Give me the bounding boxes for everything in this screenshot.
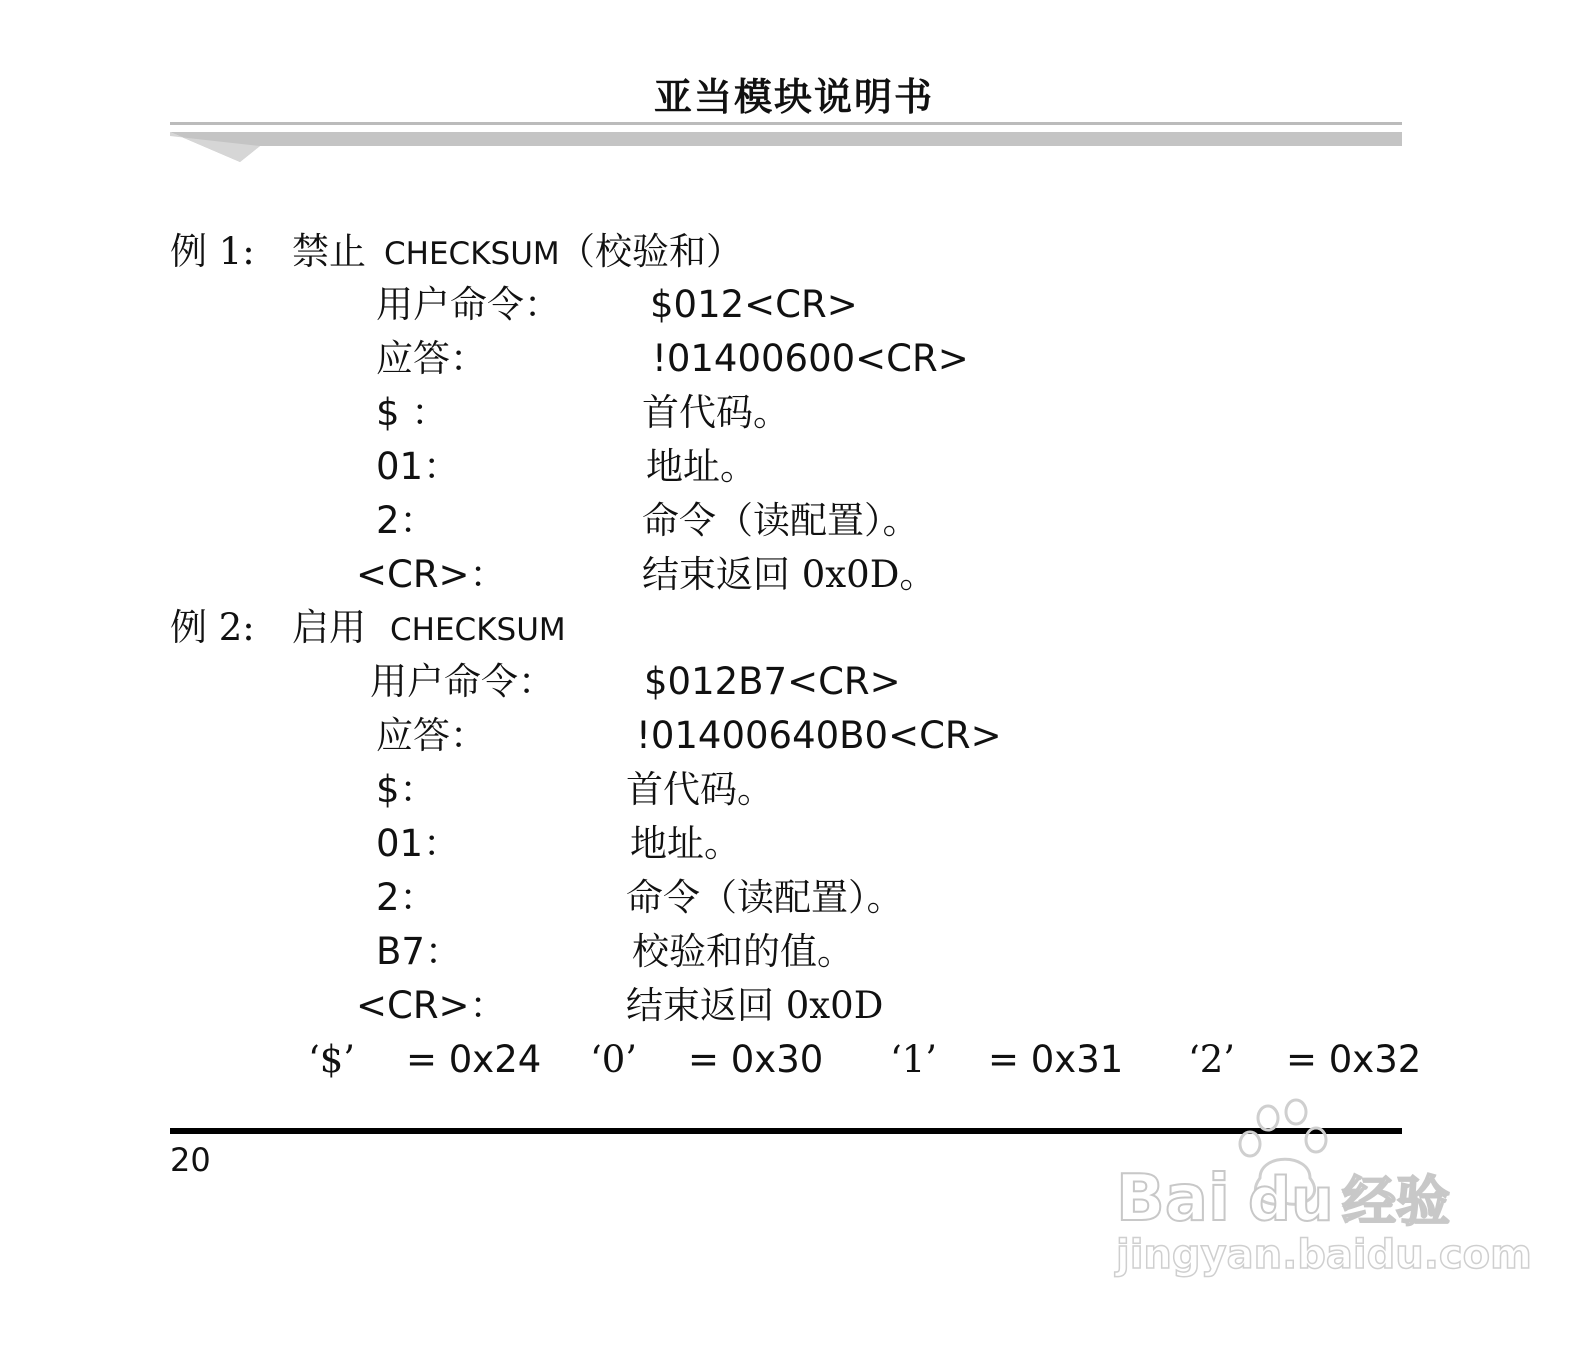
ascii-char-two: ‘2’ [1188, 1038, 1236, 1081]
example-2-key-command: 用户命令： [370, 660, 555, 703]
example-2-val-address: 地址。 [630, 822, 741, 865]
ascii-value-two: = 0x32 [1286, 1038, 1422, 1081]
example-1-label: 例 1: [170, 230, 255, 273]
page-number: 20 [170, 1141, 211, 1179]
example-2-key-cr: <CR>： [356, 984, 507, 1027]
example-1-key-address: 01： [376, 445, 461, 488]
example-2-val-command: $012B7<CR> [644, 660, 901, 703]
example-1-key-cr: <CR>： [356, 553, 507, 596]
baidu-watermark-logo [1110, 1108, 1532, 1288]
example-2-title-cn: 启用 [292, 606, 366, 649]
example-1-title-note: （校验和） [558, 230, 743, 273]
page-title: 亚当模块说明书 [653, 75, 934, 119]
example-2-val-checksum: 校验和的值。 [632, 930, 854, 973]
example-2-key-response: 应答： [376, 714, 487, 757]
ascii-value-one: = 0x31 [988, 1038, 1124, 1081]
svg-text:jingyan.baidu.com: jingyan.baidu.com [1116, 1232, 1532, 1278]
ascii-value-dollar: = 0x24 [406, 1038, 542, 1081]
ascii-char-one: ‘1’ [890, 1038, 938, 1081]
example-2-val-response: !01400640B0<CR> [636, 714, 1002, 757]
ascii-char-dollar: ‘$’ [308, 1038, 356, 1081]
example-1-key-response: 应答： [376, 337, 487, 380]
example-2-val-cmd2: 命令（读配置）。 [626, 876, 904, 919]
example-1-key-dollar: $ ： [376, 391, 449, 434]
example-2-val-dollar: 首代码。 [626, 768, 774, 811]
example-1-val-address: 地址。 [646, 445, 757, 488]
example-1-val-dollar: 首代码。 [642, 391, 790, 434]
svg-text:du: du [1248, 1165, 1334, 1235]
example-2-key-address: 01： [376, 822, 461, 865]
example-1-val-cmd2: 命令（读配置）。 [642, 499, 920, 542]
example-1-val-cr: 结束返回 0x0D。 [642, 553, 937, 596]
ascii-value-zero: = 0x30 [688, 1038, 824, 1081]
example-1-key-command: 用户命令： [376, 283, 561, 326]
example-1-val-response: !01400600<CR> [652, 337, 969, 380]
svg-text:经验: 经验 [1342, 1170, 1450, 1233]
example-1-val-command: $012<CR> [650, 283, 858, 326]
example-2-val-cr: 结束返回 0x0D [626, 984, 884, 1027]
example-2-key-cmd2: 2： [376, 876, 437, 919]
example-2-label: 例 2: [170, 606, 255, 649]
ascii-char-zero: ‘0’ [590, 1038, 638, 1081]
example-2-title-code: CHECKSUM [390, 612, 566, 648]
svg-text:Bai: Bai [1116, 1162, 1230, 1236]
example-1-key-cmd2: 2： [376, 499, 437, 542]
example-1-title-code: CHECKSUM [384, 236, 560, 272]
example-2-key-checksum: B7： [376, 930, 462, 973]
example-1-title-cn: 禁止 [292, 230, 366, 273]
header-rule [170, 122, 1402, 164]
example-2-key-dollar: $： [376, 768, 437, 811]
